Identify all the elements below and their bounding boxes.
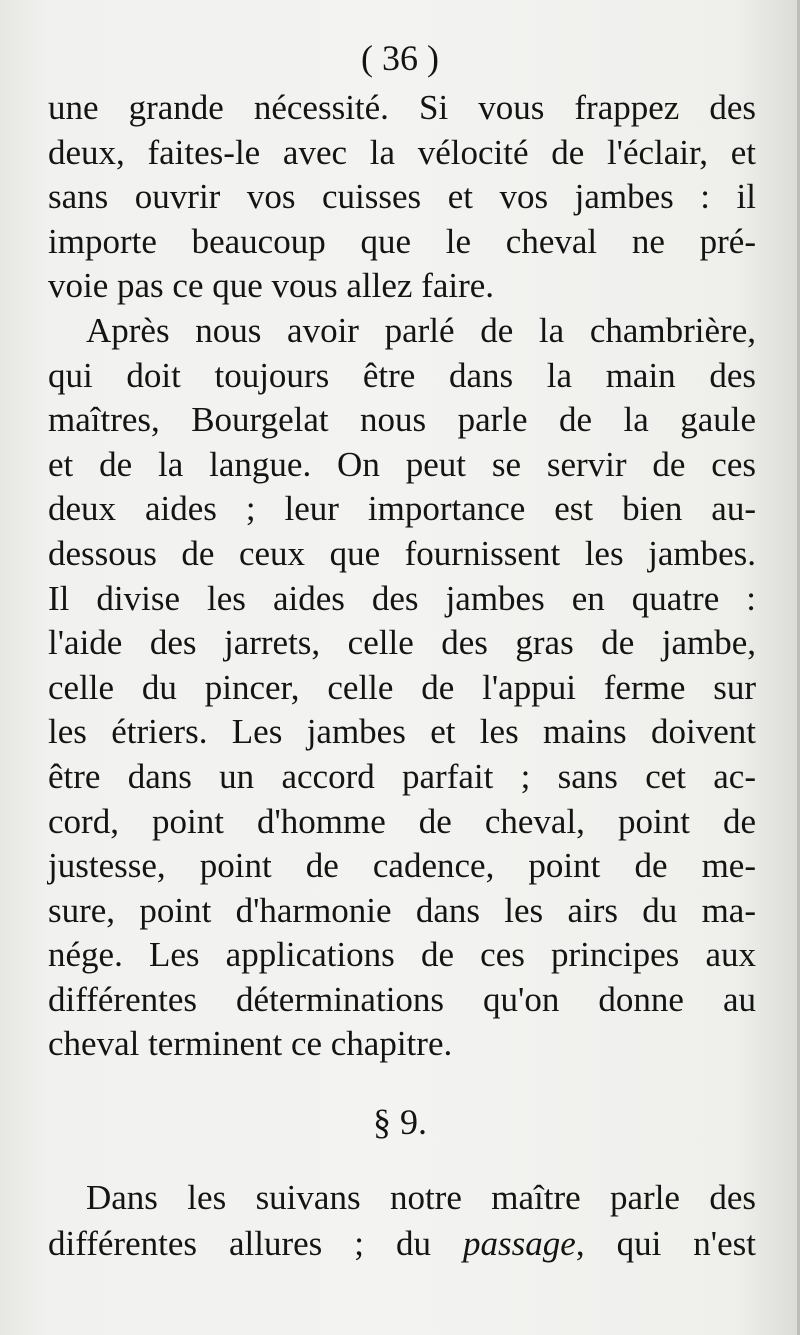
page-number-header: ( 36 ): [361, 38, 439, 78]
paragraph-1: [48, 86, 756, 309]
paragraph-3: [48, 1175, 756, 1267]
text-line: cord, point d'homme de cheval, point de: [48, 801, 756, 841]
text-line: deux aides ; leur importance est bien au-: [48, 489, 756, 529]
text-line: et de la langue. On peut se servir de ces: [48, 444, 756, 484]
text-line: être dans un accord parfait ; sans cet ac-: [48, 756, 756, 796]
text-line: cheval terminent ce chapitre.: [48, 1024, 453, 1064]
text-line: Il divise les aides des jambes en quatre :: [48, 578, 756, 618]
text-line: voie pas ce que vous allez faire.: [48, 266, 495, 306]
italic-term: passage: [463, 1224, 576, 1263]
text-run: , qui n'est: [575, 1224, 756, 1263]
text-line: une grande nécessité. Si vous frappez des: [48, 88, 756, 127]
text-line-mixed: [48, 1221, 756, 1267]
text-line: sans ouvrir vos cuisses et vos jambes : il: [48, 177, 756, 217]
text-line: importe beaucoup que le cheval ne pré-: [48, 221, 756, 261]
text-run: différentes allures ; du: [48, 1224, 464, 1263]
text-line: celle du pincer, celle de l'appui ferme sur: [48, 667, 756, 707]
text-line: maîtres, Bourgelat nous parle de la gaule: [48, 400, 756, 440]
text-line: Après nous avoir parlé de la chambrière,: [86, 310, 756, 350]
text-line: sure, point d'harmonie dans les airs du ma-: [48, 890, 756, 930]
text-line: différentes déterminations qu'on donne au: [48, 979, 756, 1019]
paragraph-2: [48, 309, 756, 1067]
text-line: qui doit toujours être dans la main des: [48, 355, 756, 395]
text-line: nége. Les applications de ces principes aux: [48, 935, 756, 975]
text-line: les étriers. Les jambes et les mains doivent: [48, 712, 756, 752]
text-line: justesse, point de cadence, point de me-: [48, 846, 756, 886]
body-text: [48, 86, 756, 1067]
text-line: dessous de ceux que fournissent les jambes.: [48, 533, 756, 573]
text-line: l'aide des jarrets, celle des gras de jambe,: [48, 623, 756, 663]
text-line: deux, faites-le avec la vélocité de l'éclair, et: [48, 132, 756, 172]
section-heading: § 9.: [373, 1102, 427, 1142]
text-line: Dans les suivans notre maître parle des: [86, 1178, 756, 1217]
